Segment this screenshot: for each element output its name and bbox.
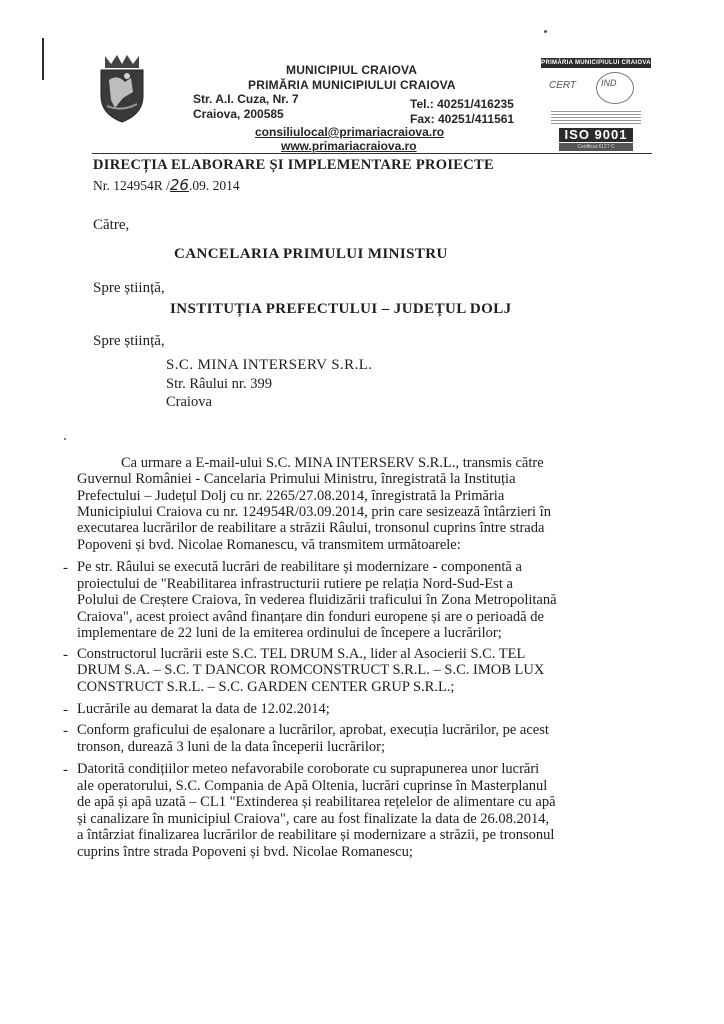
phone-number: Tel.: 40251/416235 <box>410 97 514 111</box>
bullet-line: proiectului de "Reabilitarea infrastructurii rutiere pe relația Nord-Sud-Est a <box>77 576 513 592</box>
bullet-line: ale operatorului, S.C. Compania de Apă Oltenia, lucrări cuprinse în Masterplanul <box>77 778 548 794</box>
cc1-label: Spre știință, <box>93 280 165 296</box>
recipient-cc2-street: Str. Râului nr. 399 <box>166 376 272 392</box>
bullet-line: Polului de Creștere Craiova, în vederea fluidizării traficului în Zona Metropolitană <box>77 592 557 608</box>
bullet-marker: - <box>63 702 68 718</box>
intro-line: Municipiului Craiova cu nr. 124954R/03.09.2014, prin care sesizează întârzieri în <box>77 504 551 520</box>
cc2-label: Spre știință, <box>93 333 165 349</box>
scan-speck <box>64 438 66 440</box>
email-link[interactable]: consiliulocal@primariacraiova.ro <box>255 125 445 139</box>
fax-number: Fax: 40251/411561 <box>410 112 515 126</box>
to-label: Către, <box>93 217 130 233</box>
bullet-line: implementare de 22 luni de la emiterea ordinului de începere a lucrărilor; <box>77 625 502 641</box>
reg-number-suffix: .09. 2014 <box>188 178 240 193</box>
iso-certification-badge <box>541 58 651 153</box>
header-divider <box>92 153 652 154</box>
recipient-cc1: INSTITUȚIA PREFECTULUI – JUDEȚUL DOLJ <box>170 301 512 317</box>
cert-logo-text: CERT <box>549 80 577 91</box>
recipient-main: CANCELARIA PRIMULUI MINISTRU <box>174 246 448 262</box>
intro-line: Prefectului – Județul Dolj cu nr. 2265/27.08.2014, înregistrată la Primăria <box>77 488 505 504</box>
recipient-cc2-city: Craiova <box>166 394 212 410</box>
bullet-line: Craiova", acest proiect având finanțare din fonduri europene și are o perioadă de <box>77 609 544 625</box>
website-link[interactable]: www.primariacraiova.ro <box>281 139 417 153</box>
cert-fine-print <box>551 110 641 124</box>
bullet-line: Datorită condițiilor meteo nefavorabile coroborate cu suprapunerea unor lucrări <box>77 761 540 777</box>
bullet-marker: - <box>63 560 68 576</box>
bullet-line: de apă și apă uzată – CL1 "Extinderea și reabilitarea rețelelor de alimentare cu apă <box>77 794 556 810</box>
scan-margin-mark <box>42 38 44 80</box>
municipality-name: MUNICIPIUL CRAIOVA <box>286 63 418 77</box>
bullet-line: a întârziat finalizarea lucrărilor de reabilitare și modernizare a străzii, pe tronsonul <box>77 827 555 843</box>
bullet-line: și canalizare în municipiul Craiova", care au fost finalizate la data de 26.08.2014, <box>77 811 550 827</box>
bullet-line: CONSTRUCT S.R.L. – S.C. GARDEN CENTER GRUP S.R.L.; <box>77 679 455 695</box>
bullet-line: Lucrările au demarat la data de 12.02.2014; <box>77 701 330 717</box>
cert-number: Certificat 6127 C <box>577 144 615 150</box>
address-city: Craiova, 200585 <box>193 107 284 121</box>
bullet-line: cuprins între strada Popoveni și bvd. Nicolae Romanescu; <box>77 844 413 860</box>
intro-line: executarea lucrărilor de reabilitare a străzii Râului, tronsonul cuprins între strada <box>77 520 545 536</box>
recipient-cc2-name: S.C. MINA INTERSERV S.R.L. <box>166 357 373 373</box>
city-crest-logo <box>93 52 151 124</box>
bullet-marker: - <box>63 723 68 739</box>
reg-number-prefix: Nr. 124954R / <box>93 178 170 193</box>
bullet-line: Conform graficului de eșalonare a lucrărilor, aprobat, execuția lucrărilor, pe acest <box>77 722 549 738</box>
bullet-line: tronson, durează 3 luni de la data începerii lucrărilor; <box>77 739 385 755</box>
city-hall-name: PRIMĂRIA MUNICIPIULUI CRAIOVA <box>248 78 456 92</box>
address-street: Str. A.I. Cuza, Nr. 7 <box>193 92 299 106</box>
bullet-line: DRUM S.A. – S.C. T DANCOR ROMCONSTRUCT S.R.L. – S.C. IMOB LUX <box>77 662 545 678</box>
cert-logo-text2: IND <box>601 78 617 88</box>
intro-line: Ca urmare a E-mail-ului S.C. MINA INTERSERV S.R.L., transmis către <box>121 455 544 471</box>
intro-line: Popoveni și bvd. Nicolae Romanescu, vă transmitem următoarele: <box>77 537 461 553</box>
bullet-line: Pe str. Râului se execută lucrări de reabilitare și modernizare - componentă a <box>77 559 522 575</box>
iso-label: ISO 9001 <box>564 127 628 142</box>
cert-banner: PRIMĂRIA MUNICIPIULUI CRAIOVA <box>541 60 651 66</box>
department-title: DIRECȚIA ELABORARE ȘI IMPLEMENTARE PROIECTE <box>93 157 494 173</box>
cert-globe-icon <box>596 72 634 104</box>
bullet-marker: - <box>63 762 68 778</box>
reg-number-day: 26 <box>169 176 189 194</box>
scan-speck <box>544 30 547 33</box>
registration-number <box>93 176 240 194</box>
intro-line: Guvernul României - Cancelaria Primului Ministru, înregistrată la Instituția <box>77 471 516 487</box>
bullet-marker: - <box>63 647 68 663</box>
bullet-line: Constructorul lucrării este S.C. TEL DRUM S.A., lider al Asocierii S.C. TEL <box>77 646 526 662</box>
